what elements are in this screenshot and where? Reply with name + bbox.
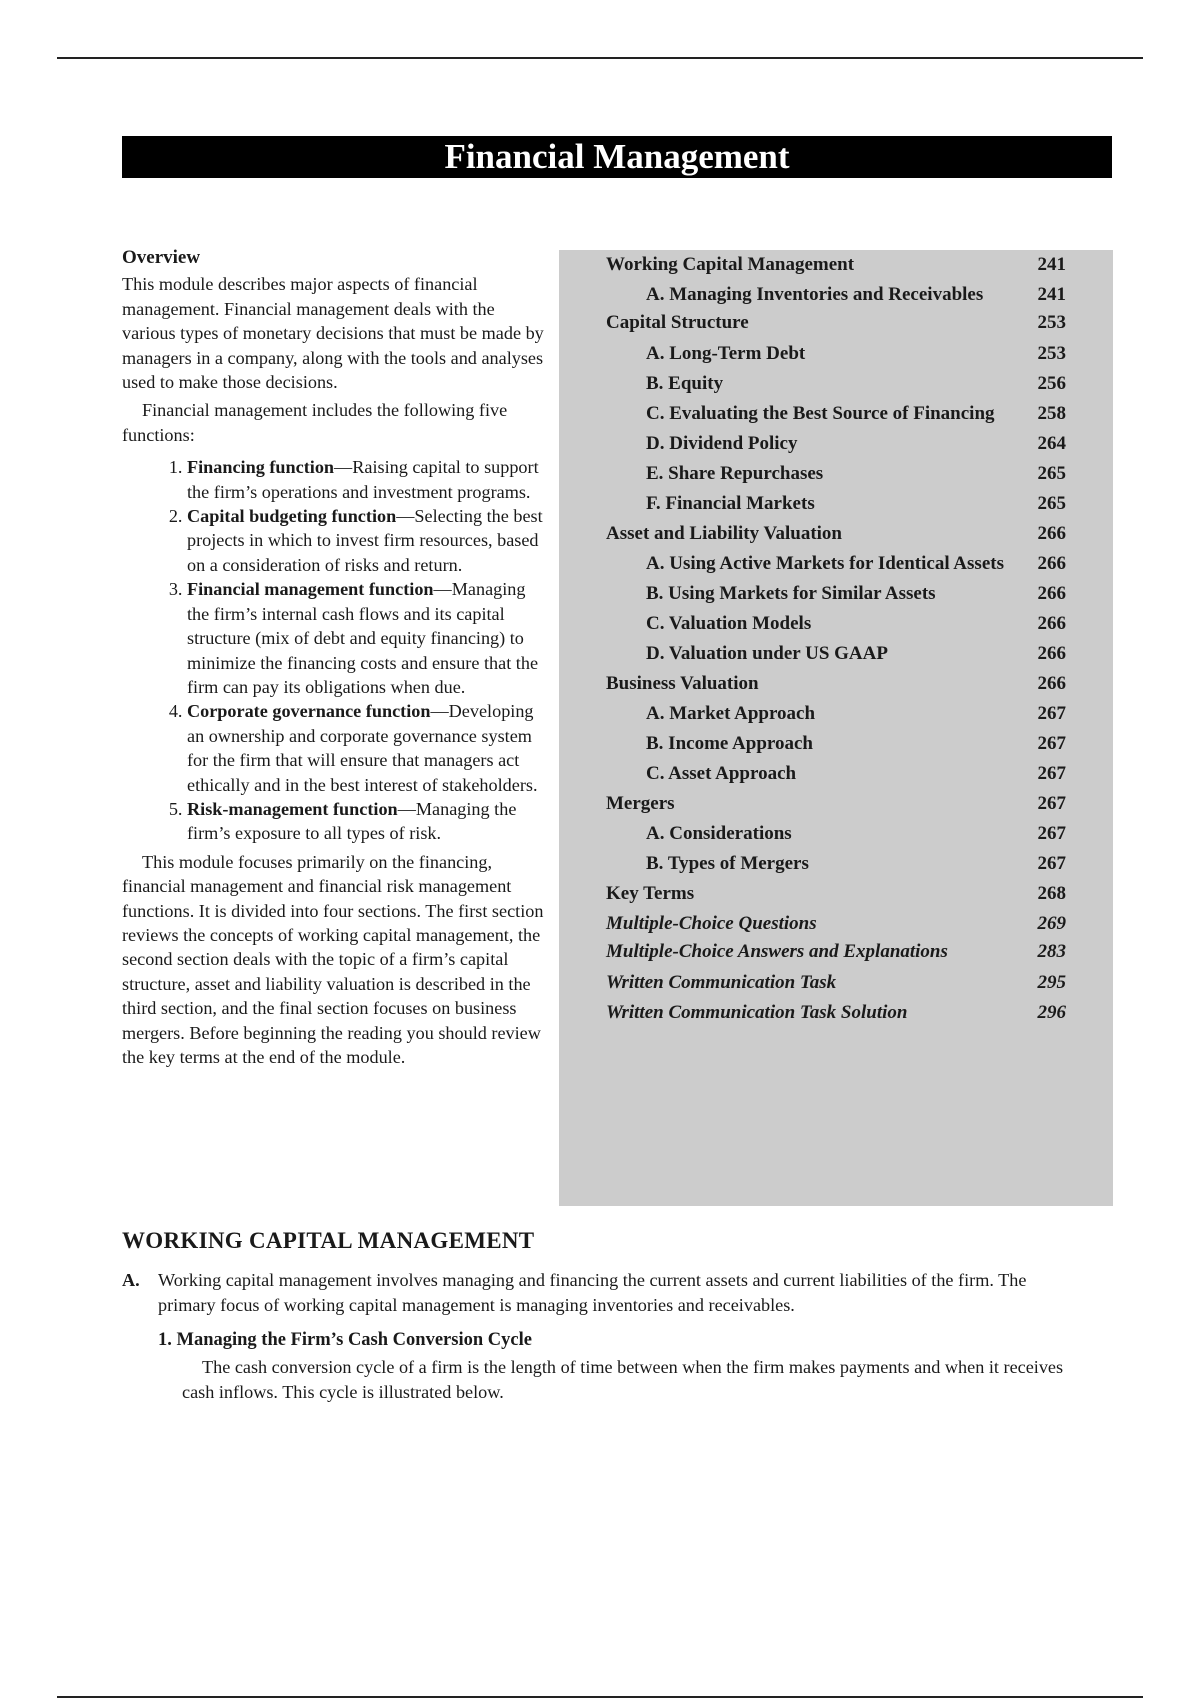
- toc-entry[interactable]: [606, 937, 1066, 967]
- toc-entry-page: 253: [1037, 312, 1066, 333]
- function-item: [187, 797, 547, 846]
- function-desc: —Managing the firm’s internal cash flows and its capital structure (mix of debt and equity financing) to minimize the financing costs and ensure that the firm can pay its obligations when due.: [187, 579, 539, 697]
- toc-entry-label: Written Communication Task: [606, 972, 837, 993]
- toc-entry[interactable]: [646, 549, 1066, 579]
- toc-entry-page: 266: [1037, 553, 1066, 574]
- toc-entry-page: 266: [1037, 583, 1066, 604]
- toc-entry-page: 267: [1037, 733, 1066, 754]
- toc-entry[interactable]: [646, 429, 1066, 459]
- toc-entry-page: 264: [1037, 433, 1066, 454]
- toc-entry-label: B. Using Markets for Similar Assets: [646, 583, 936, 604]
- function-item: [187, 699, 547, 797]
- toc-entry[interactable]: [606, 250, 1066, 280]
- toc-entry[interactable]: [646, 489, 1066, 519]
- function-term: Financing function: [187, 457, 335, 478]
- toc-entry-label: Business Valuation: [606, 673, 759, 694]
- toc-entry[interactable]: [646, 729, 1066, 759]
- toc-entry-page: 258: [1037, 403, 1066, 424]
- function-desc: —Raising capital to support the firm’s operations and investment programs.: [187, 457, 539, 502]
- function-item: [187, 577, 547, 699]
- top-rule: [57, 57, 1143, 59]
- toc-entry-page: 268: [1037, 883, 1066, 904]
- toc-entry-label: B. Types of Mergers: [646, 853, 809, 874]
- toc-entry[interactable]: [606, 669, 1066, 699]
- item-a-text: Working capital management involves managing and financing the current assets and current liabilities of the firm. The primary focus of working capital management is managing inventories and receivables.: [158, 1270, 1027, 1315]
- toc-entry-label: Multiple-Choice Questions: [606, 913, 817, 934]
- section-item-a: [122, 1268, 1082, 1318]
- item-a-label: A.: [122, 1270, 140, 1290]
- toc-entry-label: A. Managing Inventories and Receivables: [646, 284, 984, 305]
- toc-entry-label: A. Considerations: [646, 823, 792, 844]
- toc-entry-label: B. Equity: [646, 373, 724, 394]
- bottom-rule: [57, 1696, 1143, 1698]
- toc-entry[interactable]: [646, 369, 1066, 399]
- function-item: [187, 504, 547, 577]
- toc-entry-label: Capital Structure: [606, 312, 749, 333]
- toc-entry-label: Key Terms: [606, 883, 695, 904]
- toc-entry[interactable]: [646, 849, 1066, 879]
- toc-entry[interactable]: [646, 339, 1066, 369]
- toc-entry-page: 266: [1037, 613, 1066, 634]
- toc-entry[interactable]: [646, 819, 1066, 849]
- toc-entry[interactable]: [606, 968, 1066, 998]
- toc-entry-label: A. Market Approach: [646, 703, 816, 724]
- toc-entry-label: A. Long-Term Debt: [646, 343, 806, 364]
- toc-entry-page: 253: [1037, 343, 1066, 364]
- toc-entry-label: A. Using Active Markets for Identical Assets: [646, 553, 1004, 574]
- toc-entry[interactable]: [606, 909, 1066, 939]
- toc-entry-page: 267: [1037, 763, 1066, 784]
- toc-entry-page: 283: [1037, 941, 1066, 962]
- toc-entry-label: Multiple-Choice Answers and Explanations: [606, 941, 948, 962]
- toc-entry-label: F. Financial Markets: [646, 493, 815, 514]
- function-item: [187, 455, 547, 504]
- page-title: Financial Management: [122, 136, 1112, 178]
- overview-closing: This module focuses primarily on the financing, financial management and financial risk management functions. It is divided into four sections. The first section reviews the concepts of working capital management, the second section deals with the topic of a firm’s capital structure, asset and liability valuation is described in the third section, and the final section focuses on business mergers. Before beginning the reading you should review the key terms at the end of the module.: [122, 851, 544, 1067]
- toc-entry-page: 256: [1037, 373, 1066, 394]
- toc-entry[interactable]: [646, 579, 1066, 609]
- toc-entry-label: Working Capital Management: [606, 254, 855, 275]
- toc-entry[interactable]: [606, 308, 1066, 338]
- toc-entry[interactable]: [646, 280, 1066, 310]
- subsection-text: The cash conversion cycle of a firm is the length of time between when the firm makes payments and when it receives cash inflows. This cycle is illustrated below.: [182, 1357, 1064, 1402]
- toc-entry-label: D. Dividend Policy: [646, 433, 798, 454]
- toc-entry-page: 296: [1037, 1002, 1066, 1023]
- toc-entry-page: 241: [1037, 254, 1066, 275]
- overview-heading: Overview: [122, 247, 201, 268]
- toc-entry-page: 267: [1037, 703, 1066, 724]
- function-desc: —Managing the firm’s exposure to all types of risk.: [187, 798, 517, 844]
- functions-list: [122, 455, 547, 846]
- toc-entry[interactable]: [646, 459, 1066, 489]
- toc-entry-page: 267: [1037, 853, 1066, 874]
- toc-entry-page: 267: [1037, 823, 1066, 844]
- toc-entry-label: C. Asset Approach: [646, 763, 797, 784]
- toc-entry-page: 267: [1037, 793, 1066, 814]
- toc-entry[interactable]: [646, 399, 1066, 429]
- overview-intro: This module describes major aspects of financial management. Financial management deals with the various types of monetary decisions that must be made by managers in a company, along with the tools and analyses used to make those decisions.: [122, 274, 544, 393]
- function-term: Capital budgeting function: [187, 506, 397, 527]
- toc-entry-label: Written Communication Task Solution: [606, 1002, 908, 1023]
- toc-entry[interactable]: [606, 519, 1066, 549]
- toc-entry-page: 295: [1037, 972, 1066, 993]
- toc-entry-page: 266: [1037, 673, 1066, 694]
- toc-entry-label: Mergers: [606, 793, 675, 814]
- overview-lead-in: Financial management includes the following five functions:: [122, 400, 508, 445]
- function-term: Corporate governance function: [187, 701, 431, 722]
- function-desc: —Developing an ownership and corporate governance system for the firm that will ensure that managers act ethically and in the best interest of stakeholders.: [187, 701, 538, 795]
- table-of-contents: [559, 250, 1113, 1206]
- toc-entry[interactable]: [606, 998, 1066, 1028]
- function-desc: —Selecting the best projects in which to invest firm resources, based on a consideration of risks and return.: [187, 506, 543, 575]
- toc-entry-label: C. Valuation Models: [646, 613, 812, 634]
- toc-entry[interactable]: [646, 759, 1066, 789]
- toc-entry[interactable]: [606, 789, 1066, 819]
- toc-entry-page: 269: [1037, 913, 1066, 934]
- toc-entry-page: 266: [1037, 643, 1066, 664]
- toc-entry-label: D. Valuation under US GAAP: [646, 643, 888, 664]
- toc-entry-label: C. Evaluating the Best Source of Financing: [646, 403, 995, 424]
- toc-entry[interactable]: [606, 879, 1066, 909]
- toc-entry-label: E. Share Repurchases: [646, 463, 824, 484]
- toc-entry[interactable]: [646, 639, 1066, 669]
- toc-entry-page: 265: [1037, 493, 1066, 514]
- section-heading: WORKING CAPITAL MANAGEMENT: [122, 1228, 535, 1253]
- toc-entry-page: 265: [1037, 463, 1066, 484]
- toc-entry-page: 241: [1037, 284, 1066, 305]
- toc-entry-page: 266: [1037, 523, 1066, 544]
- toc-entry[interactable]: [646, 699, 1066, 729]
- toc-entry-label: B. Income Approach: [646, 733, 813, 754]
- function-term: Financial management function: [187, 579, 434, 600]
- overview-column: [122, 246, 547, 1073]
- function-term: Risk-management function: [187, 798, 398, 819]
- toc-entry-label: Asset and Liability Valuation: [606, 523, 842, 544]
- toc-entry[interactable]: [646, 609, 1066, 639]
- subsection-heading: 1. Managing the Firm’s Cash Conversion Cycle: [158, 1330, 532, 1350]
